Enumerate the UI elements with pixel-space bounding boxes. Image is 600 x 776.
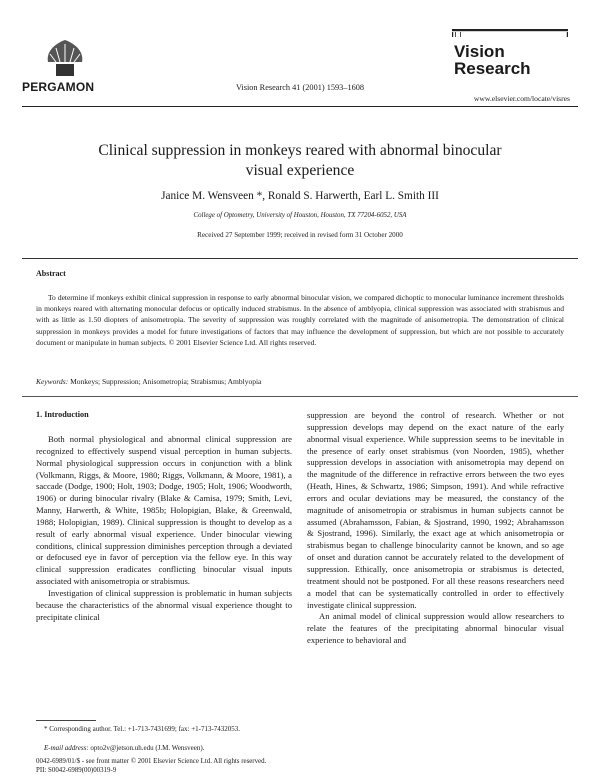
right-column [307,410,564,647]
paragraph: suppression are beyond the control of research. Whether or not suppression develops may depend on the exact nature of the early abnormal visual experience. While suppression seems to be inevitable in the presence of early onset strabismus (von Noorden, 1985), whether suppression develops in association with anisometropia may depend on the magnitude of the difference in refractive errors between the two eyes (Heath, Hines, & Schwartz, 1986; Simpson, 1991). And while refractive errors and ocular deviations may be measured, the constancy of the magnitude of anisometropia or strabismus in human subjects cannot be assumed (Abrahamsson, Fabian, & Sjostrand, 1990, 1992; Abrahamsson & Sjostrand, 1996). Similarly, the exact age at which anisometropia or strabismus began to challenge binocularity cannot be known, and so age of onset and duration cannot be accurately related to the development of suppression. Ethically, once anisometropia or strabismus is detected, treatment should not be postponed. For all these reasons researchers need a model that can be systematically controlled in order to effectively investigate clinical suppression. [307,410,564,610]
title-line-1: Clinical suppression in monkeys reared with abnormal binocular [98,142,502,159]
footnote-corresponding: * Corresponding author. Tel.: +1-713-7431699; fax: +1-713-7432053. [44,725,241,733]
journal-bar-icon [452,29,568,37]
journal-name-line2: Research [454,59,531,78]
journal-url[interactable]: www.elsevier.com/locate/visres [473,94,570,103]
footnote-rule [36,720,96,721]
received-dates: Received 27 September 1999; received in revised form 31 October 2000 [197,231,403,239]
journal-citation: Vision Research 41 (2001) 1593–1608 [235,83,365,92]
paragraph: Both normal physiological and abnormal clinical suppression are recognized to effectively suspend visual perception in human subjects. Normal physiological suppression occurs in conjunction with a blink (Volkmann, Riggs, & Moore, 1980; Riggs, Volkmann, & Moore, 1981), a saccade (Dodge, 1900; Holt, 1903; Dodge, 1905; Holt, 1906; Woodworth, 1906) or during binocular rivalry (Blake & Camisa, 1979; Smith, Levi, Manny, Harwerth, & White, 1985b; Holopigian, Blake, & Greenwald, 1988; Holopigian, 1989). Clinical suppression is thought to develop as a result of early abnormal visual experience. Under binocular viewing conditions, clinical suppression diminishes perception through a deviated or defocused eye in favor of perception via the fellow eye. In this way clinical suppression eradicates conflicting binocular visual inputs associated with anisometropia or strabismus. [36,434,292,587]
title-rule [22,258,578,259]
abstract-rule [22,396,578,397]
footer-copyright: 0042-6989/01/$ - see front matter © 2001 Elsevier Science Ltd. All rights reserved. [36,758,267,765]
abstract-text: To determine if monkeys exhibit clinical suppression in response to early abnormal binocular vision, we compared dichoptic to monocular luminance increment thresholds in monkeys reared with alternating monocular defocus or optically induced strabismus. In the absence of amblyopia, clinical suppression was associated with strabismus and with as little as 1.50 diopters of anisometropia. The severity of suppression was roughly correlated with the magnitude of anisometropia. The demonstration of clinical suppression in monkeys provides a model for future investigations of factors that may influence the development of suppression, but which are not possible to accurately document or manipulate in human subjects. © 2001 Elsevier Science Ltd. All rights reserved. [36,293,564,347]
header-rule [22,106,578,107]
paragraph: An animal model of clinical suppression would allow researchers to relate the features of the precipitating abnormal binocular visual experience to behavioral and [307,611,564,646]
paragraph: Investigation of clinical suppression is problematic in human subjects because the characteristics of the abnormal visual experience thought to precipitate clinical [36,587,292,622]
publisher-logo-icon [36,38,94,78]
left-column [36,434,292,624]
journal-name-line1: Vision [454,42,505,61]
journal-name [454,43,531,77]
title-line-2: visual experience [245,162,355,179]
authors: Janice M. Wensveen *, Ronald S. Harwerth, Earl L. Smith III [161,190,439,202]
keywords [36,377,261,386]
publisher-name: PERGAMON [22,80,95,94]
article-title [30,141,570,181]
keywords-list: Monkeys; Suppression; Anisometropia; Strabismus; Amblyopia [70,377,262,386]
keywords-label: Keywords: [36,377,69,386]
abstract-heading: Abstract [36,269,66,278]
email-address[interactable]: opto2v@jetson.uh.edu (J.M. Wensveen). [90,744,205,752]
footnote-email [44,744,300,753]
section-heading: 1. Introduction [36,410,89,419]
email-label: E-mail address: [44,744,89,752]
footer-pii: PII: S0042-6989(00)00319-9 [36,767,117,774]
affiliation: College of Optometry, University of Houston, Houston, TX 77204-6052, USA [193,212,407,219]
